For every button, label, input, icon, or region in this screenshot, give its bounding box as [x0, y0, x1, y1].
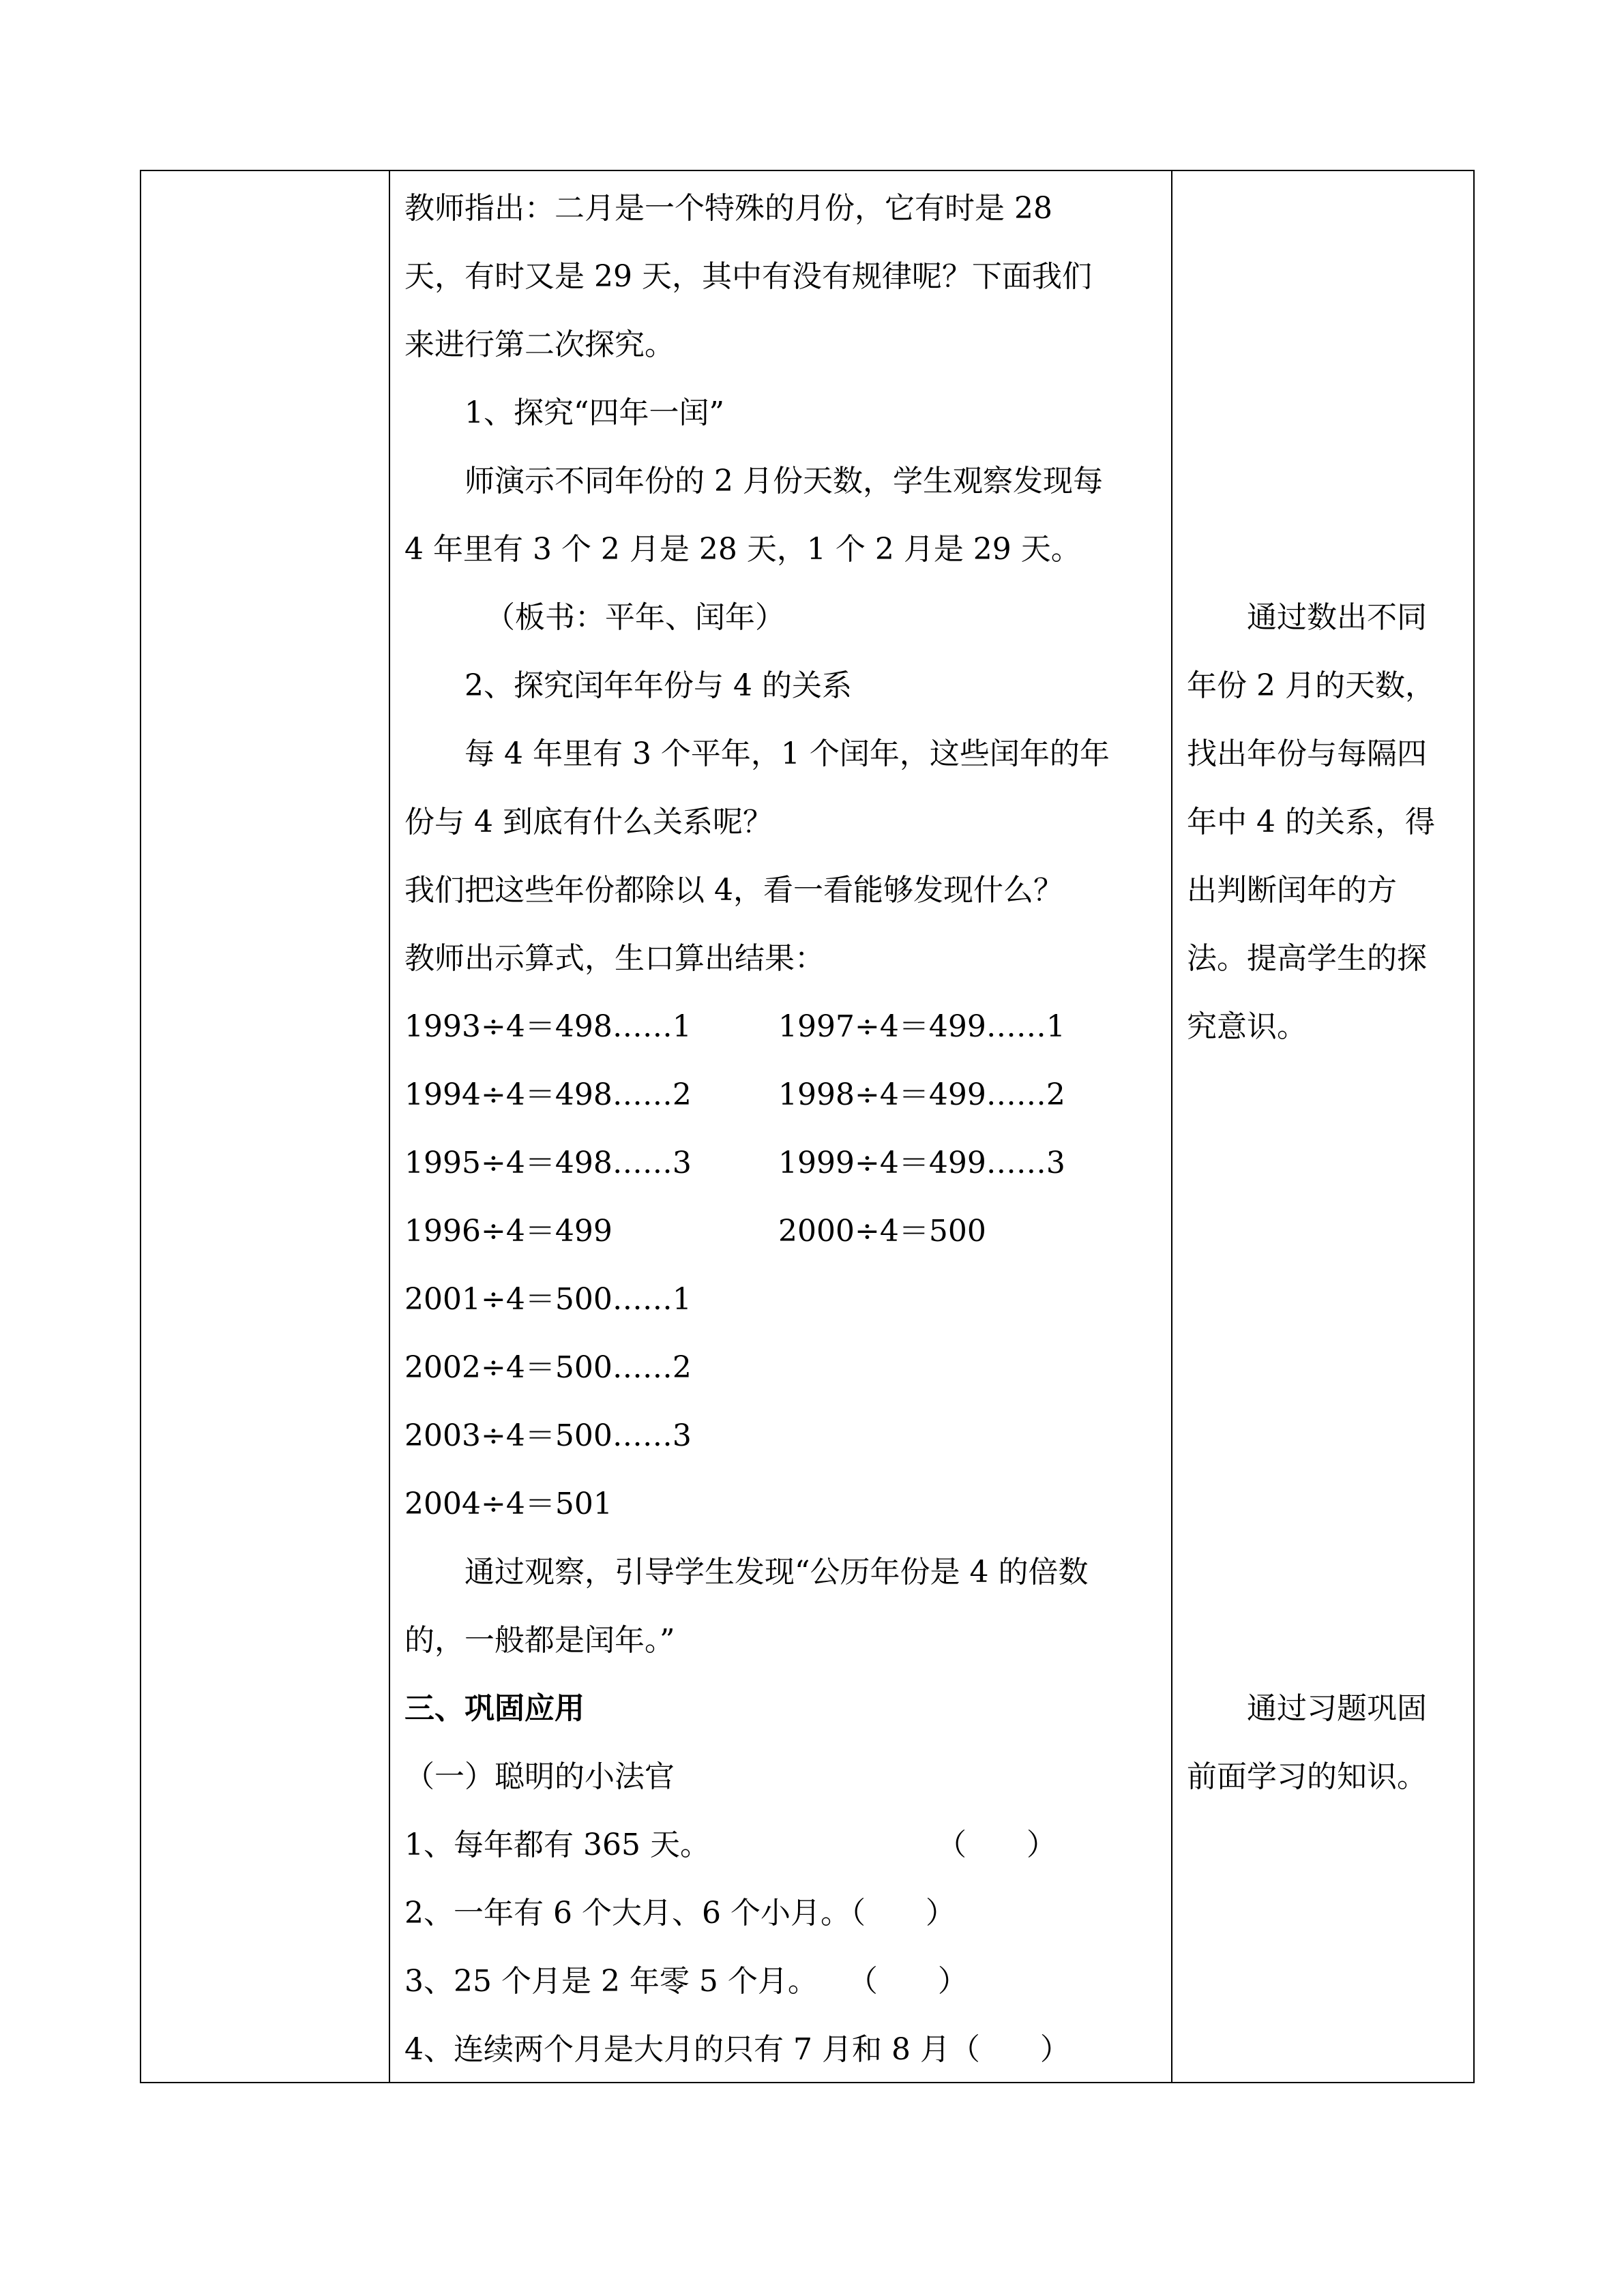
note1-line-2: 年份 2 月的天数，: [1187, 668, 1435, 703]
conclusion-line-2: 的，一般都是闰年。”: [404, 1623, 675, 1658]
formula-left-1: 1993÷4＝498……1: [404, 1009, 692, 1044]
judge-item-4: 4、连续两个月是大月的只有 7 月和 8 月（ ）: [404, 2032, 1070, 2067]
formula-left-3: 1995÷4＝498……3: [404, 1146, 692, 1180]
note1-line-4: 年中 4 的关系，得: [1187, 805, 1435, 839]
step1-body-line-2: 4 年里有 3 个 2 月是 28 天，1 个 2 月是 29 天。: [404, 532, 1081, 567]
conclusion-line-1: 通过观察，引导学生发现“公历年份是 4 的倍数: [464, 1555, 1089, 1590]
step1-title: 1、探究“四年一闰”: [464, 396, 724, 430]
note1-line-1: 通过数出不同: [1247, 600, 1427, 635]
formula-right-1: 1997÷4＝499……1: [778, 1009, 1065, 1044]
intro-line-1: 教师指出：二月是一个特殊的月份，它有时是 28: [404, 191, 1052, 226]
note2-line-2: 前面学习的知识。: [1187, 1759, 1427, 1794]
formula-left-5: 2001÷4＝500……1: [404, 1282, 692, 1317]
step2-body-line-1: 每 4 年里有 3 个平年，1 个闰年，这些闰年的年: [464, 736, 1110, 771]
sub1-title: （一）聪明的小法官: [404, 1759, 675, 1794]
judge-item-1: 1、每年都有 365 天。: [404, 1828, 710, 1862]
intro-line-2: 天，有时又是 29 天，其中有没有规律呢？下面我们: [404, 259, 1092, 294]
note1-line-6: 法。提高学生的探: [1187, 941, 1427, 976]
step2-body-line-2: 份与 4 到底有什么关系呢？: [404, 805, 773, 839]
column-divider-1: [389, 171, 390, 2082]
note2-line-1: 通过习题巩固: [1247, 1691, 1427, 1726]
note1-line-5: 出判断闰年的方: [1187, 873, 1397, 908]
note1-line-7: 究意识。: [1187, 1009, 1307, 1044]
formula-left-6: 2002÷4＝500……2: [404, 1350, 692, 1385]
section3-title: 三、巩固应用: [404, 1691, 585, 1726]
judge-item-2: 2、一年有 6 个大月、6 个小月。（ ）: [404, 1896, 956, 1930]
show-formula: 教师出示算式，生口算出结果：: [404, 941, 825, 976]
formula-left-7: 2003÷4＝500……3: [404, 1418, 692, 1453]
judge-item-1-paren: （ ）: [936, 1828, 1057, 1862]
step1-body-line-1: 师演示不同年份的 2 月份天数，学生观察发现每: [464, 464, 1103, 498]
column-divider-2: [1171, 171, 1172, 2082]
step2-title: 2、探究闰年年份与 4 的关系: [464, 668, 852, 703]
formula-right-2: 1998÷4＝499……2: [778, 1077, 1065, 1112]
judge-item-3: 3、25 个月是 2 年零 5 个月。 （ ）: [404, 1964, 968, 1999]
note1-line-3: 找出年份与每隔四: [1187, 736, 1427, 771]
formula-left-8: 2004÷4＝501: [404, 1487, 612, 1521]
intro-line-3: 来进行第二次探究。: [404, 327, 675, 362]
formula-right-4: 2000÷4＝500: [778, 1214, 986, 1249]
formula-left-4: 1996÷4＝499: [404, 1214, 612, 1249]
divide-prompt: 我们把这些年份都除以 4，看一看能够发现什么？: [404, 873, 1063, 908]
board-note: （板书：平年、闰年）: [485, 600, 785, 635]
formula-left-2: 1994÷4＝498……2: [404, 1077, 692, 1112]
formula-right-3: 1999÷4＝499……3: [778, 1146, 1065, 1180]
